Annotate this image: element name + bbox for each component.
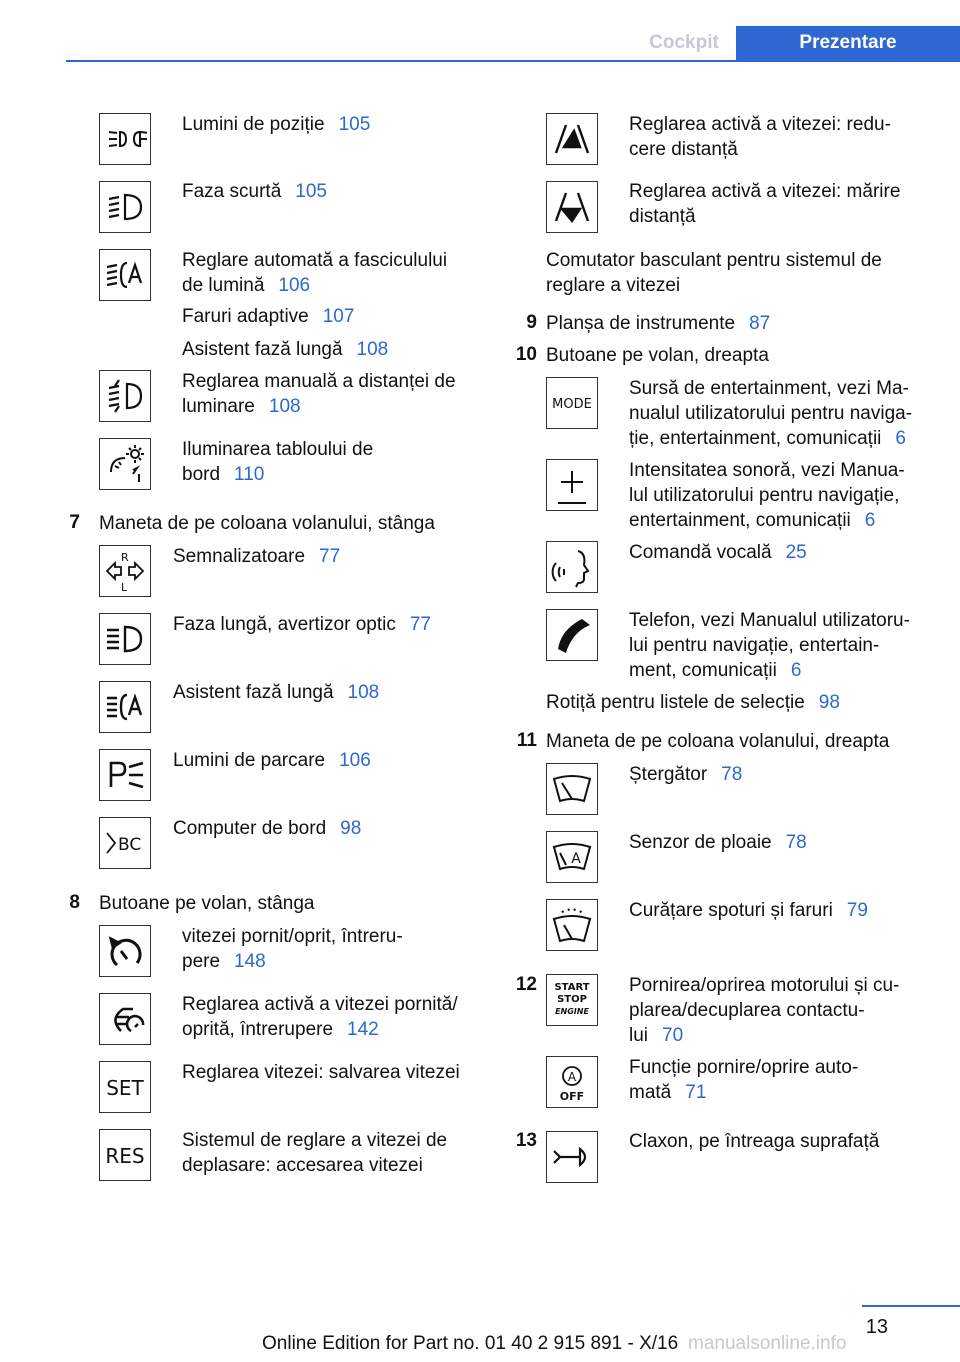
page-ref[interactable]: 98 xyxy=(818,692,840,713)
headlight-range-label: Reglarea manuală a distanței de luminare 108 xyxy=(182,371,456,417)
parking-lights-icon xyxy=(99,749,151,801)
horn-icon xyxy=(546,1131,598,1183)
page-ref[interactable]: 71 xyxy=(685,1082,707,1103)
item-number: 7 xyxy=(69,512,80,533)
high-beam-assist-label: Asistent fază lungă 108 xyxy=(173,682,380,703)
start-stop-icon xyxy=(546,974,598,1026)
board-computer-label: Computer de bord 98 xyxy=(173,818,362,839)
item-number: 9 xyxy=(526,312,537,333)
mode-label: Sursă de entertainment, vezi Ma- nualul utilizatorului pentru naviga- ție, entertainment, comunicații 6 xyxy=(629,378,913,449)
speed-control-label: vitezei pornit/oprit, întreru- pere 148 xyxy=(182,926,403,972)
page-ref[interactable]: 6 xyxy=(864,510,876,531)
volume-label: Intensitatea sonoră, vezi Manua- lul utilizatorului pentru navigație, entertainment, comunicații 6 xyxy=(629,460,905,531)
wiper-icon xyxy=(546,763,598,815)
rain-sensor-label: Senzor de ploaie 78 xyxy=(629,832,807,853)
page-ref[interactable]: 106 xyxy=(278,275,311,296)
svg-text:R: R xyxy=(121,551,129,564)
svg-text:A: A xyxy=(571,851,581,867)
set-icon xyxy=(99,1061,151,1113)
voice-command-label: Comandă vocală 25 xyxy=(629,542,807,563)
page-ref[interactable]: 78 xyxy=(785,832,807,853)
voice-command-icon xyxy=(546,541,598,593)
telephone-icon xyxy=(546,609,598,661)
header-tabs xyxy=(632,26,960,60)
page-ref[interactable]: 108 xyxy=(356,339,389,360)
rocker-switch-label: Comutator basculant pentru sistemul de reglare a vitezei xyxy=(546,250,882,296)
page-ref[interactable]: 98 xyxy=(340,818,362,839)
turn-signal-icon xyxy=(99,545,151,597)
high-beam-assist-label-a: Asistent fază lungă 108 xyxy=(182,339,389,360)
active-cruise-label: Reglarea activă a vitezei pornită/ oprită, întrerupere 142 xyxy=(182,994,458,1040)
page-ref[interactable]: 105 xyxy=(295,181,327,202)
header-rule xyxy=(66,60,960,62)
low-beam-label: Faza scurtă 105 xyxy=(182,181,327,202)
speed-control-icon xyxy=(99,925,151,977)
page-ref[interactable]: 77 xyxy=(319,546,341,567)
item-number: 12 xyxy=(515,974,537,995)
svg-text:L: L xyxy=(121,581,128,593)
parking-lights-label: Lumini de parcare 106 xyxy=(173,750,371,771)
high-beam-label: Faza lungă, avertizor optic 77 xyxy=(173,614,431,635)
instrument-lighting-label: Iluminarea tabloului de bord 110 xyxy=(182,439,374,485)
svg-text:MODE: MODE xyxy=(552,397,592,412)
auto-headlight-label: Reglare automată a fasciculului de lumină 106 xyxy=(182,250,448,296)
page-ref[interactable]: 6 xyxy=(895,428,906,449)
page-ref[interactable]: 148 xyxy=(234,951,266,972)
distance-increase-label: Reglarea activă a vitezei: mărire distanță xyxy=(629,181,901,227)
res-label: Sistemul de reglare a vitezei de deplasare: accesarea vitezei xyxy=(182,1130,448,1176)
svg-text:STOP: STOP xyxy=(557,994,587,1005)
page-ref[interactable]: 87 xyxy=(749,313,771,334)
volume-icon xyxy=(546,459,598,511)
page-ref[interactable]: 70 xyxy=(662,1025,684,1046)
item-7-title: Maneta de pe coloana volanului, stânga xyxy=(99,513,435,534)
mode-icon xyxy=(546,377,598,429)
washer-label: Curățare spoturi și faruri 79 xyxy=(629,900,868,921)
high-beam-assist-icon xyxy=(99,681,151,733)
page-ref[interactable]: 6 xyxy=(790,660,802,681)
auto-headlight-icon xyxy=(99,249,151,301)
page-number: 13 xyxy=(865,1316,888,1338)
item-10-title: Butoane pe volan, dreapta xyxy=(546,345,769,366)
item-number: 8 xyxy=(69,892,80,913)
position-lights-icon xyxy=(99,113,151,165)
wiper-label: Ștergător 78 xyxy=(629,764,743,785)
page-ref[interactable]: 110 xyxy=(234,464,265,485)
low-beam-icon xyxy=(99,181,151,233)
instrument-lighting-icon xyxy=(99,438,151,490)
page-number-rule xyxy=(862,1305,960,1307)
page-ref[interactable]: 142 xyxy=(347,1019,379,1040)
svg-text:BC: BC xyxy=(118,835,142,855)
distance-decrease-label: Reglarea activă a vitezei: redu- cere distanță xyxy=(629,114,891,160)
tab-prezentare[interactable]: Prezentare xyxy=(736,26,960,60)
position-lights-label: Lumini de poziție 105 xyxy=(182,114,371,135)
page-ref[interactable]: 106 xyxy=(339,750,371,771)
board-computer-icon xyxy=(99,817,151,869)
page-ref[interactable]: 105 xyxy=(338,114,371,135)
telephone-label: Telefon, vezi Manualul utilizatoru- lui pentru navigație, entertain- ment, comunicații 6 xyxy=(629,610,910,681)
adaptive-headlights-label: Faruri adaptive 107 xyxy=(182,306,355,327)
page-ref[interactable]: 77 xyxy=(409,614,431,635)
svg-text:A: A xyxy=(567,1070,577,1084)
active-cruise-icon xyxy=(99,993,151,1045)
item-number: 13 xyxy=(515,1130,537,1151)
watermark: manualsonline.info xyxy=(688,1333,847,1354)
item-11-title: Maneta de pe coloana volanului, dreapta xyxy=(546,731,890,752)
turn-signal-label: Semnalizatoare 77 xyxy=(173,546,341,567)
page-ref[interactable]: 25 xyxy=(785,542,807,563)
rain-sensor-icon xyxy=(546,831,598,883)
auto-start-stop-icon xyxy=(546,1056,598,1108)
set-label: Reglarea vitezei: salvarea vitezei xyxy=(182,1062,460,1083)
auto-start-stop-label: Funcție pornire/oprire auto- mată 71 xyxy=(629,1057,859,1103)
item-number: 11 xyxy=(516,730,537,751)
svg-text:RES: RES xyxy=(105,1144,145,1168)
res-icon xyxy=(99,1129,151,1181)
svg-text:START: START xyxy=(554,982,590,993)
thumbwheel-label: Rotiță pentru listele de selecție 98 xyxy=(546,692,840,713)
page-ref[interactable]: 78 xyxy=(721,764,743,785)
headlight-range-icon xyxy=(99,370,151,422)
page-ref[interactable]: 79 xyxy=(846,900,868,921)
item-8-title: Butoane pe volan, stânga xyxy=(99,893,315,914)
item-9-label: Planșa de instrumente 87 xyxy=(546,313,771,334)
tab-cockpit[interactable]: Cockpit xyxy=(649,32,719,53)
page-ref[interactable]: 107 xyxy=(322,306,355,327)
page-ref[interactable]: 108 xyxy=(268,396,301,417)
item-number: 10 xyxy=(515,344,537,365)
high-beam-icon xyxy=(99,613,151,665)
horn-label: Claxon, pe întreaga suprafață xyxy=(629,1131,880,1152)
svg-text:OFF: OFF xyxy=(559,1090,585,1103)
start-stop-label: Pornirea/oprirea motorului și cu- plarea/decuplarea contactu- lui 70 xyxy=(629,975,900,1046)
distance-decrease-icon xyxy=(546,113,598,165)
page-ref[interactable]: 108 xyxy=(347,682,380,703)
edition-footer: Online Edition for Part no. 01 40 2 915 891 - X/16 xyxy=(262,1333,679,1354)
distance-increase-icon xyxy=(546,181,598,233)
washer-icon xyxy=(546,899,598,951)
svg-text:SET: SET xyxy=(106,1076,144,1100)
svg-text:ENGINE: ENGINE xyxy=(555,1007,589,1016)
